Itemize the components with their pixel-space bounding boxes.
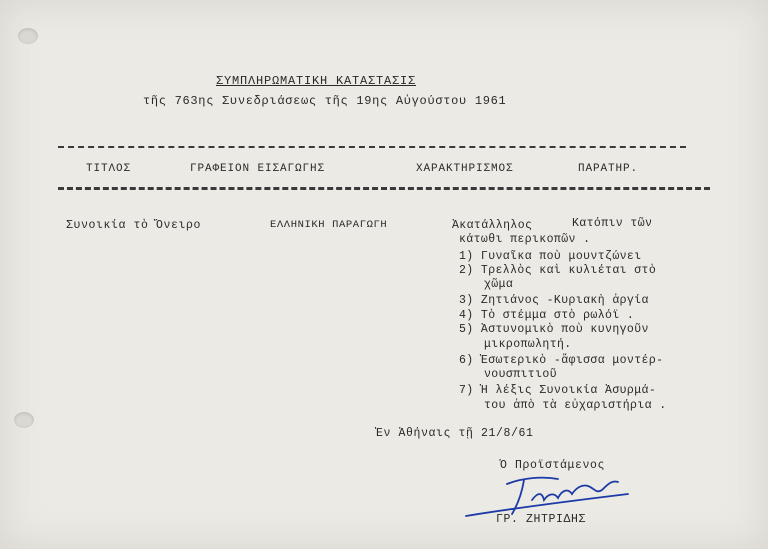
column-header-characterization: ΧΑΡΑΚΤΗΡΙΣΜΟΣ — [416, 163, 514, 175]
cut-item: 5) Ἀστυνομικὸ ποὺ κυνηγοῦν — [459, 323, 649, 336]
header-rule-top — [58, 146, 686, 148]
punch-hole — [14, 412, 34, 428]
document-subtitle: τῆς 763ης Συνεδριάσεως τῆς 19ης Αὐγούστου 1961 — [143, 94, 507, 108]
cut-item: 1) Γυναῖκα ποὺ μουντζώνει — [459, 250, 642, 263]
header-rule-bottom — [58, 187, 710, 190]
cut-item-continuation: του ἀπὸ τὰ εὐχαριστήρια . — [484, 399, 667, 412]
document-title: ΣΥΜΠΛΗΡΩΜΑΤΙΚΗ ΚΑΤΑΣΤΑΣΙΣ — [216, 74, 417, 88]
cut-item-continuation: μικροπωλητή. — [484, 338, 572, 351]
date-line: Ἐν Ἀθήναις τῇ 21/8/61 — [376, 427, 534, 440]
cut-item: 3) Ζητιάνος -Κυριακὴ ἀργία — [459, 294, 649, 307]
cut-item: 4) Τὸ στέμμα στὸ ρωλόϊ . — [459, 309, 635, 322]
signer-name: ΓΡ. ΖΗΤΡΙΔΗΣ — [496, 513, 587, 526]
column-header-remarks: ΠΑΡΑΤΗΡ. — [578, 163, 639, 175]
film-title: Συνοικία τὸ Ὄνειρο — [66, 219, 202, 232]
column-header-title: ΤΙΤΛΟΣ — [86, 163, 132, 175]
import-office: ΕΛΛΗΝΙΚΗ ΠΑΡΑΓΩΓΗ — [270, 219, 388, 231]
cut-item-continuation: χῶμα — [484, 278, 514, 291]
punch-hole — [18, 28, 38, 44]
cut-item: 7) Ἡ λέξις Συνοικία Ἀσυρμά- — [459, 384, 657, 397]
remarks-line: Κατόπιν τῶν — [572, 217, 653, 230]
cut-item: 2) Τρελλὸς καὶ κυλιέται στὸ — [459, 264, 657, 277]
cut-item: 6) Ἐσωτερικὸ -ἄφισσα μοντέρ- — [459, 354, 664, 367]
characterization: Ἀκατάλληλος — [452, 219, 533, 232]
cut-item-continuation: νουσπιτιοῦ — [484, 368, 558, 381]
signer-title: Ὁ Προϊστάμενος — [500, 459, 606, 472]
column-header-office: ΓΡΑΦΕΙΟΝ ΕΙΣΑΓΩΓΗΣ — [190, 163, 326, 175]
remarks-line: κάτωθι περικοπῶν . — [459, 233, 591, 246]
